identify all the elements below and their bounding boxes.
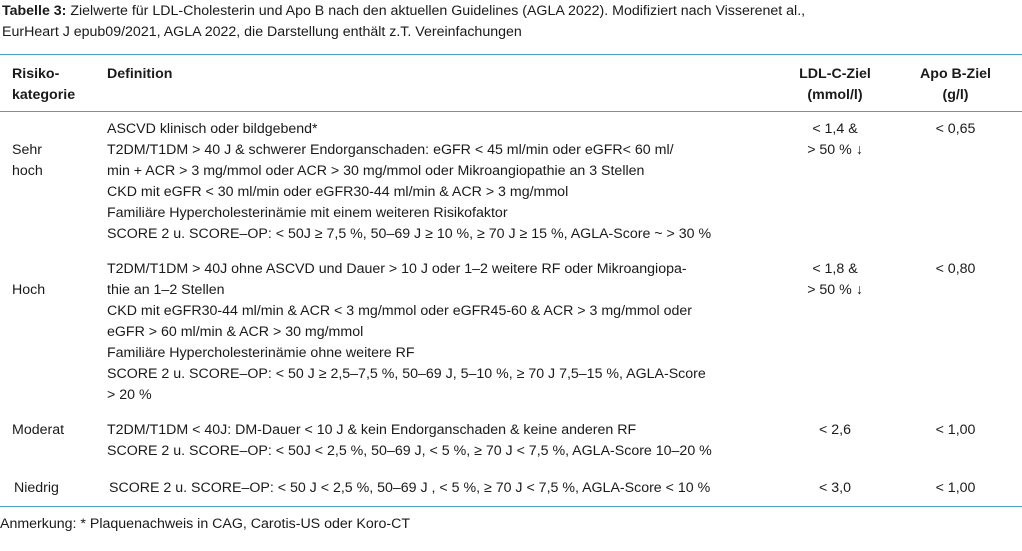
header-definition: Definition [107,66,173,82]
caption-text-line2: EurHeart J epub09/2021, AGLA 2022, die Darstellung enthält z.T. Vereinfachungen [2,24,522,40]
header-bottom-rule [0,111,1022,112]
header-apob: Apo B-Ziel (g/l) [920,66,991,103]
row-risk-category: Moderat [12,422,65,438]
table-footnote: Anmerkung: * Plaquenachweis in CAG, Carotis-US oder Koro-CT [0,516,411,532]
caption-label: Tabelle 3: [2,3,67,19]
row-risk-category: Hoch [12,282,46,298]
header-risk: Risiko- kategorie [12,66,76,103]
caption-text-line1: Zielwerte für LDL-Cholesterin und Apo B nach den aktuellen Guidelines (AGLA 2022). Modifiziert nach Visserenet al., [70,3,806,19]
row-definition: SCORE 2 u. SCORE–OP: < 50 J < 2,5 %, 50–69 J , < 5 %, ≥ 70 J < 7,5 %, AGLA-Score < 10 % [109,480,711,496]
row-ldl-target: < 3,0 [819,480,851,496]
table-top-rule [0,54,1022,55]
row-risk-category: Sehr hoch [12,142,43,179]
row-definition: T2DM/T1DM > 40J ohne ASCVD und Dauer > 10 J oder 1–2 weitere RF oder Mikroangiopa- thie an 1–2 Stellen CKD mit eGFR30-44 ml/min & ACR < 3 mg/mmol oder eGFR45-60 & ACR > 3 mg/mmol oder eGFR > 60 ml/min & ACR > 30 mg/mmol Familiäre Hypercholesterinämie ohne weitere RF SCORE 2 u. SCORE–OP: < 50 J ≥ 2,5–7,5 %, 50–69 J, 5–10 %, ≥ 70 J 7,5–15 %, AGLA-Score > 20 % [107,261,706,403]
row-risk-category: Niedrig [14,480,59,496]
row-apob-target: < 1,00 [935,422,976,438]
row-ldl-target: < 1,8 & > 50 % ↓ [807,261,863,298]
table-bottom-rule [0,506,1022,507]
row-ldl-target: < 2,6 [819,422,851,438]
row-definition: ASCVD klinisch oder bildgebend* T2DM/T1DM > 40 J & schwerer Endorganschaden: eGFR < 45 ml/min oder eGFR< 60 ml/ min + ACR > 3 mg/mmol oder ACR > 30 mg/mmol oder Mikroangiopathie an 3 Stellen CKD mit eGFR < 30 ml/min oder eGFR30-44 ml/min & ACR > 3 mg/mmol Familiäre Hypercholesterinämie mit einem weiteren Risikofaktor SCORE 2 u. SCORE–OP: < 50J ≥ 7,5 %, 50–69 J ≥ 10 %, ≥ 70 J ≥ 15 %, AGLA-Score ~ > 30 % [107,121,712,242]
row-apob-target: < 0,80 [935,261,976,277]
row-ldl-target: < 1,4 & > 50 % ↓ [807,121,863,158]
row-definition: T2DM/T1DM < 40J: DM-Dauer < 10 J & kein Endorganschaden & keine anderen RF SCORE 2 u. SCORE–OP: < 50J < 2,5 %, 50–69 J, < 5 %, ≥ 70 J < 7,5 %, AGLA-Score 10–20 % [107,422,712,459]
row-apob-target: < 0,65 [935,121,976,137]
header-ldl: LDL-C-Ziel (mmol/l) [799,66,871,103]
row-apob-target: < 1,00 [935,480,976,496]
table-caption [2,1,1018,43]
